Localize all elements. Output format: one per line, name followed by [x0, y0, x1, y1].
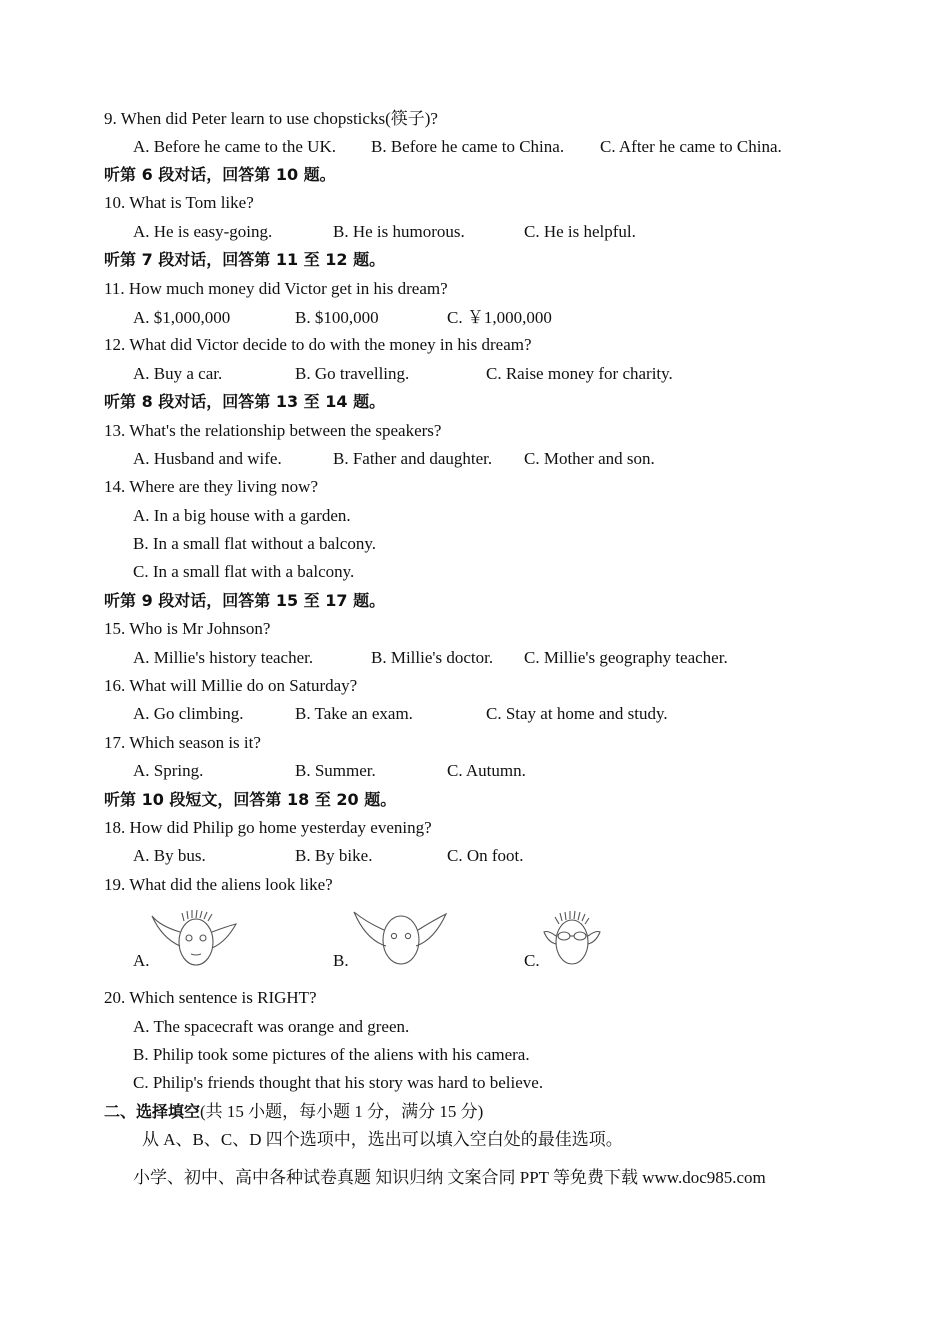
q11-option-b: B. $100,000 [295, 308, 379, 327]
q11-option-c: C. ￥1,000,000 [447, 308, 552, 327]
q9-option-b: B. Before he came to China. [371, 137, 565, 156]
alien-face-a-image [150, 908, 240, 970]
q10-option-a: A. He is easy-going. [133, 222, 273, 241]
q13-option-a: A. Husband and wife. [133, 449, 282, 468]
question-13: 13. What's the relationship between the speakers? [104, 421, 442, 440]
question-19: 19. What did the aliens look like? [104, 875, 333, 894]
q12-option-c: C. Raise money for charity. [486, 364, 673, 383]
question-11: 11. How much money did Victor get in his dream? [104, 279, 448, 298]
section-10-heading: 听第 10 段短文，回答第 18 至 20 题。 [104, 790, 397, 809]
question-14: 14. Where are they living now? [104, 477, 319, 496]
q13-option-b: B. Father and daughter. [333, 449, 493, 468]
question-10: 10. What is Tom like? [104, 193, 254, 212]
q12-option-b: B. Go travelling. [295, 364, 410, 383]
q15-option-c: C. Millie's geography teacher. [524, 648, 728, 667]
section-7-heading: 听第 7 段对话，回答第 11 至 12 题。 [104, 250, 386, 269]
q17-option-a: A. Spring. [133, 761, 204, 780]
q9-option-c: C. After he came to China. [600, 137, 782, 156]
q14-option-b: B. In a small flat without a balcony. [133, 534, 376, 553]
q10-option-b: B. He is humorous. [333, 222, 465, 241]
footer-text: 小学、初中、高中各种试卷真题 知识归纳 文案合同 PPT 等免费下载 www.doc985.com [133, 1168, 766, 1187]
q12-option-a: A. Buy a car. [133, 364, 223, 383]
q18-option-a: A. By bus. [133, 846, 206, 865]
section-9-heading: 听第 9 段对话，回答第 15 至 17 题。 [104, 591, 386, 610]
q15-option-a: A. Millie's history teacher. [133, 648, 314, 667]
q18-option-b: B. By bike. [295, 846, 373, 865]
part2-title: 二、选择填空 [104, 1102, 201, 1121]
part2-scoring: (共 15 小题，每小题 1 分，满分 15 分) [200, 1102, 484, 1121]
q16-option-b: B. Take an exam. [295, 704, 413, 723]
q16-option-c: C. Stay at home and study. [486, 704, 668, 723]
q15-option-b: B. Millie's doctor. [371, 648, 494, 667]
q20-option-a: A. The spacecraft was orange and green. [133, 1017, 410, 1036]
q10-option-c: C. He is helpful. [524, 222, 636, 241]
q9-option-a: A. Before he came to the UK. [133, 137, 336, 156]
alien-face-c-image [542, 908, 602, 970]
question-9: 9. When did Peter learn to use chopsticks(筷子)? [104, 109, 438, 128]
question-12: 12. What did Victor decide to do with the money in his dream? [104, 335, 532, 354]
question-18: 18. How did Philip go home yesterday evening? [104, 818, 432, 837]
q14-option-a: A. In a big house with a garden. [133, 506, 351, 525]
q18-option-c: C. On foot. [447, 846, 524, 865]
part2-heading [104, 1101, 483, 1123]
question-20: 20. Which sentence is RIGHT? [104, 988, 317, 1007]
q19-option-a: A. [133, 951, 150, 970]
q20-option-b: B. Philip took some pictures of the aliens with his camera. [133, 1045, 530, 1064]
q16-option-a: A. Go climbing. [133, 704, 244, 723]
q11-option-a: A. $1,000,000 [133, 308, 231, 327]
question-17: 17. Which season is it? [104, 733, 261, 752]
q19-option-b: B. [333, 951, 349, 970]
section-8-heading: 听第 8 段对话，回答第 13 至 14 题。 [104, 392, 386, 411]
q13-option-c: C. Mother and son. [524, 449, 655, 468]
alien-face-b-image [352, 908, 448, 970]
q17-option-b: B. Summer. [295, 761, 376, 780]
q14-option-c: C. In a small flat with a balcony. [133, 562, 355, 581]
q20-option-c: C. Philip's friends thought that his story was hard to believe. [133, 1073, 544, 1092]
question-15: 15. Who is Mr Johnson? [104, 619, 271, 638]
question-16: 16. What will Millie do on Saturday? [104, 676, 358, 695]
part2-instruction: 从 A、B、C、D 四个选项中，选出可以填入空白处的最佳选项。 [142, 1130, 623, 1149]
section-6-heading: 听第 6 段对话，回答第 10 题。 [104, 165, 336, 184]
q17-option-c: C. Autumn. [447, 761, 526, 780]
q19-option-c: C. [524, 951, 540, 970]
